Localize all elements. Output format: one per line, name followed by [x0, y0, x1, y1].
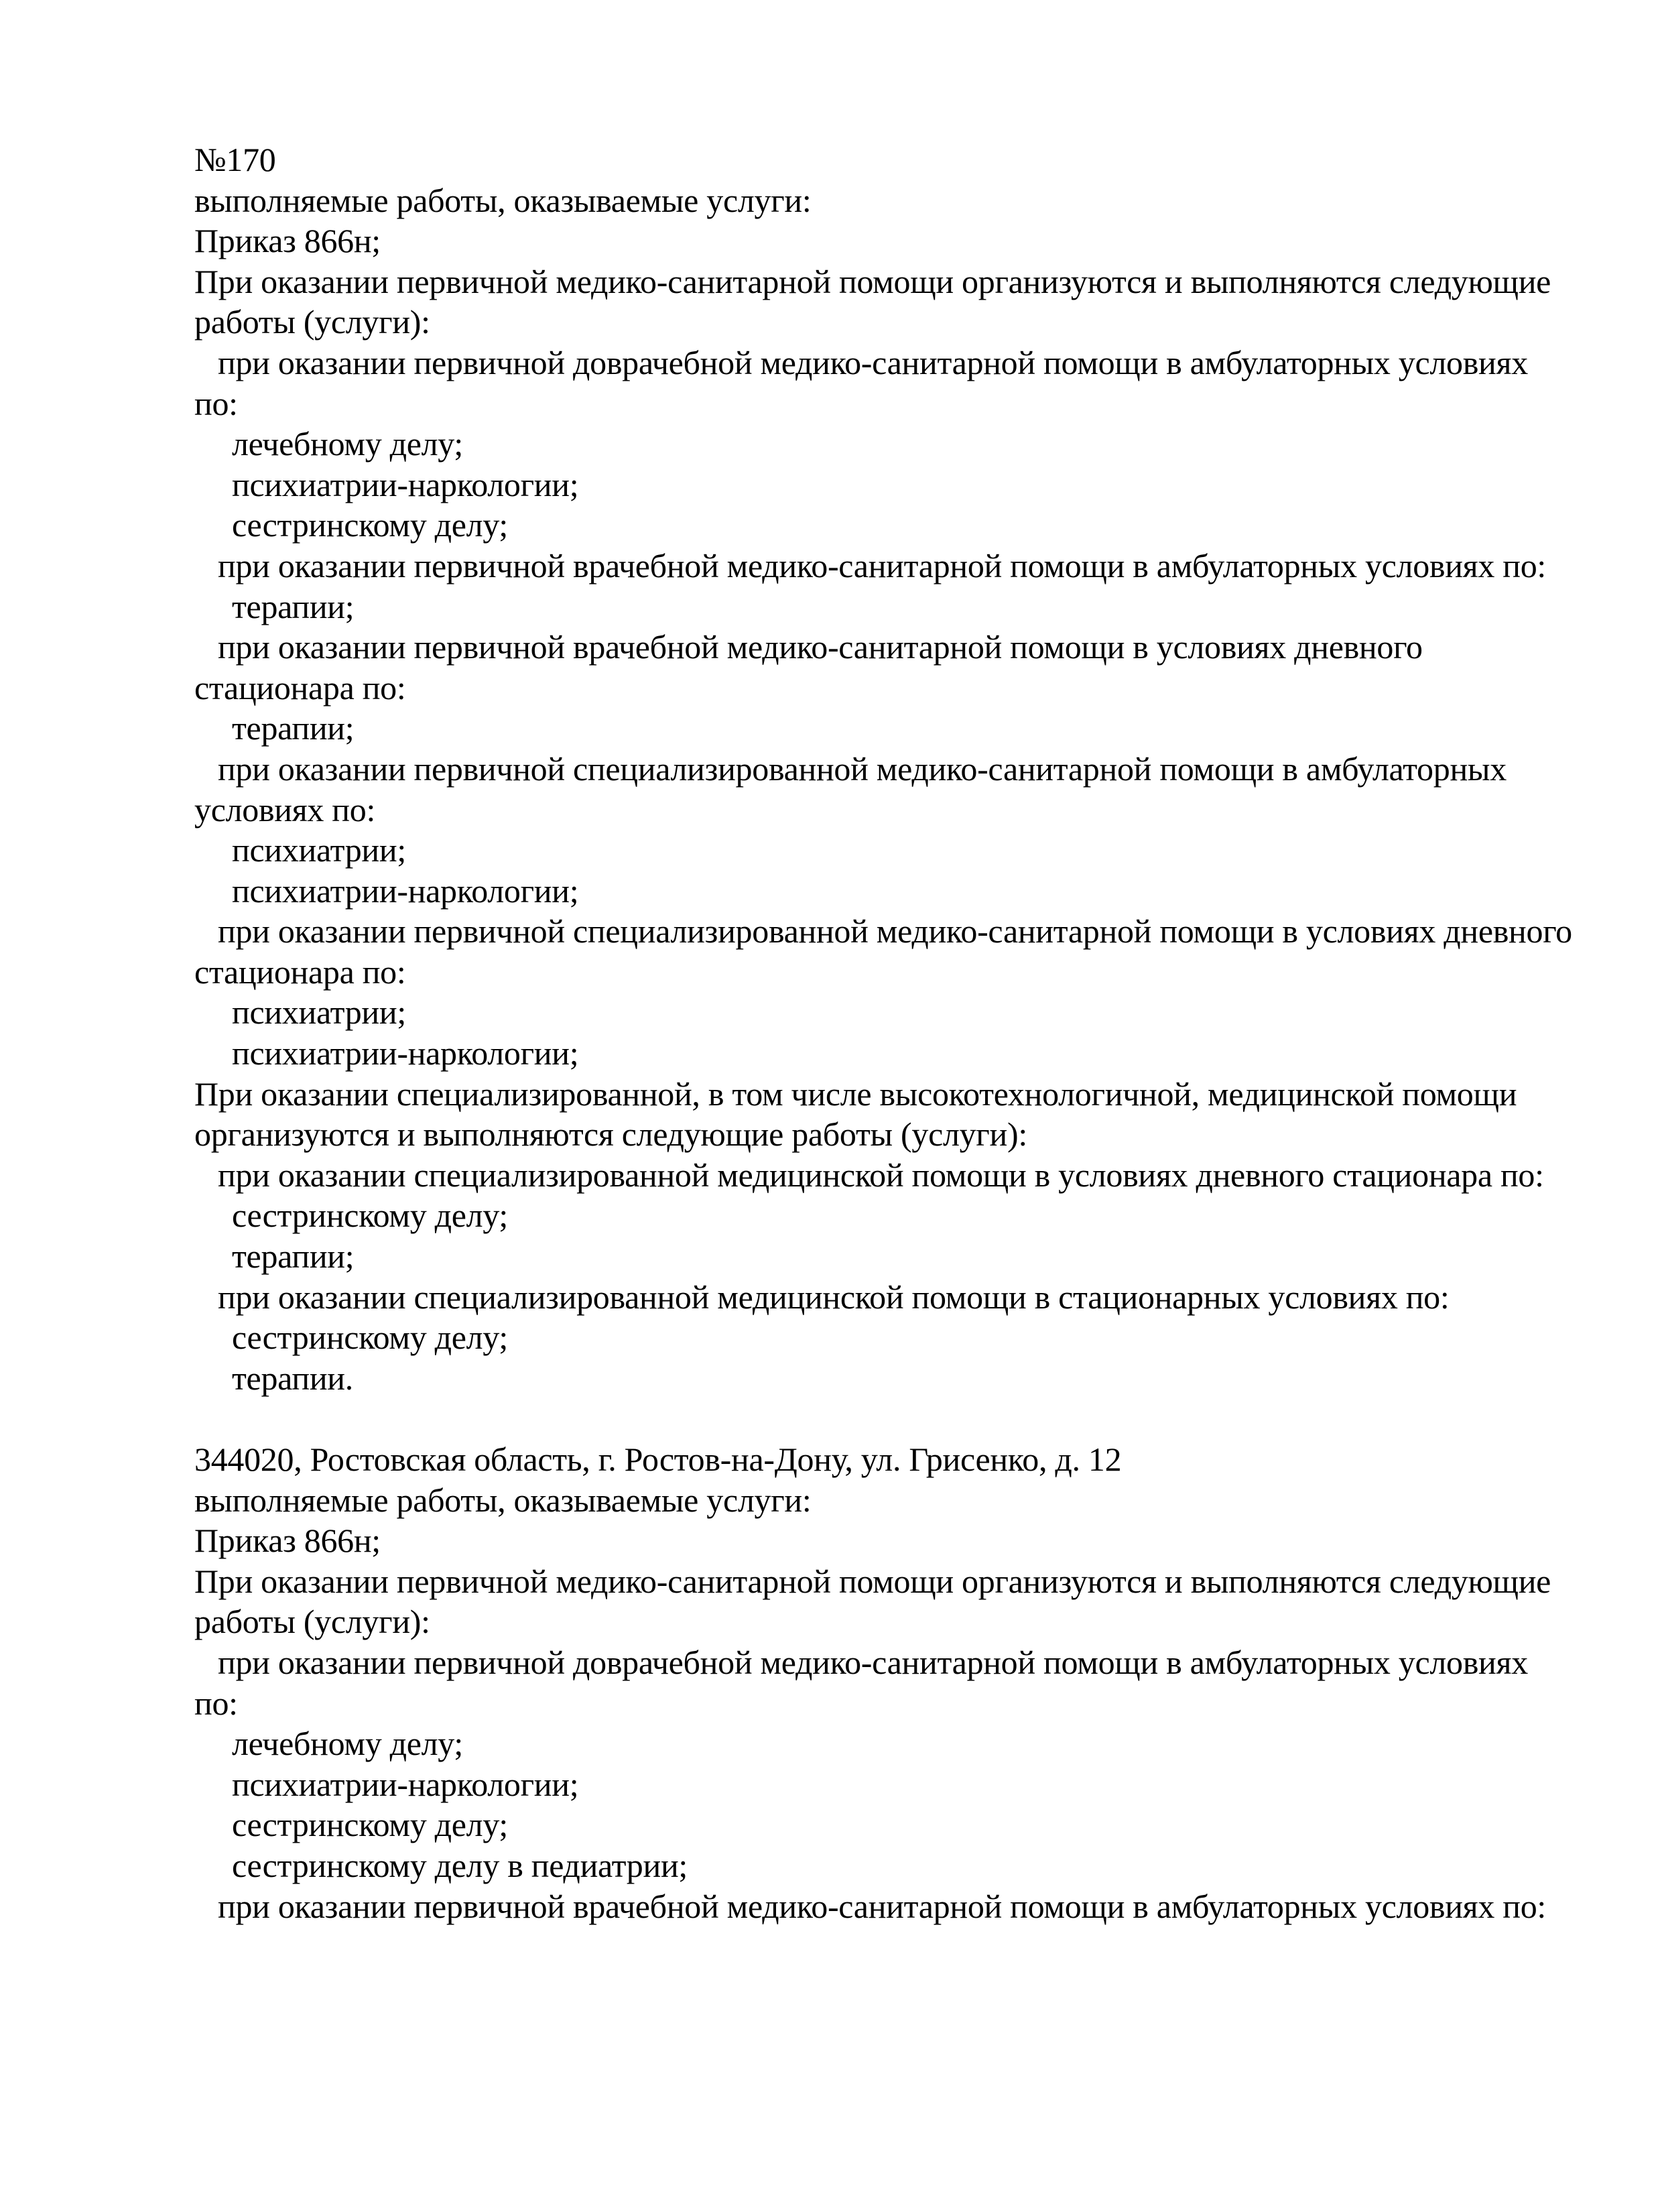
- text-line: сестринскому делу;: [232, 1196, 508, 1235]
- text-line: сестринскому делу;: [232, 506, 508, 544]
- text-line: психиатрии-наркологии;: [232, 465, 579, 503]
- text-line: 344020, Ростовская область, г. Ростов-на-Дону, ул. Грисенко, д. 12: [194, 1440, 1122, 1478]
- text-line: при оказании первичной доврачебной медико-санитарной помощи в амбулаторных условиях: [218, 343, 1528, 381]
- license-works-entry-grisenko-12: [194, 1439, 1575, 1926]
- text-line: при оказании первичной доврачебной медико-санитарной помощи в амбулаторных условиях: [218, 1643, 1528, 1681]
- text-line: лечебному делу;: [232, 1725, 463, 1763]
- text-line: психиатрии-наркологии;: [232, 1765, 579, 1803]
- text-line: при оказании первичной врачебной медико-санитарной помощи в условиях дневного: [218, 628, 1423, 666]
- text-line: психиатрии;: [232, 993, 406, 1032]
- text-line: №170: [194, 141, 276, 178]
- text-line: при оказании специализированной медицинской помощи в стационарных условиях по:: [218, 1278, 1450, 1316]
- text-line: по:: [194, 1684, 238, 1722]
- text-line: стационара по:: [194, 953, 406, 991]
- text-line: Приказ 866н;: [194, 1522, 381, 1560]
- text-line: сестринскому делу;: [232, 1806, 508, 1844]
- text-line: психиатрии;: [232, 831, 406, 869]
- text-line: психиатрии-наркологии;: [232, 871, 579, 910]
- text-line: при оказании первичной врачебной медико-санитарной помощи в амбулаторных условиях по:: [218, 546, 1547, 585]
- text-line: терапии;: [232, 1237, 355, 1276]
- text-line: При оказании специализированной, в том числе высокотехнологичной, медицинской помощи: [194, 1074, 1517, 1113]
- text-line: стационара по:: [194, 668, 406, 706]
- text-line: при оказании первичной специализированной медико-санитарной помощи в амбулаторных: [218, 749, 1507, 788]
- text-line: сестринскому делу;: [232, 1318, 508, 1357]
- text-line: при оказании первичной врачебной медико-санитарной помощи в амбулаторных условиях по:: [218, 1887, 1547, 1925]
- text-line: работы (услуги):: [194, 1603, 430, 1641]
- text-line: лечебному делу;: [232, 425, 463, 463]
- document-content: [194, 139, 1575, 1926]
- license-works-entry-170: [194, 139, 1575, 1398]
- text-line: При оказании первичной медико-санитарной помощи организуются и выполняются следующие: [194, 262, 1551, 300]
- text-line: по:: [194, 384, 238, 422]
- text-line: При оказании первичной медико-санитарной помощи организуются и выполняются следующие: [194, 1562, 1551, 1600]
- text-line: терапии.: [232, 1359, 353, 1397]
- text-line: работы (услуги):: [194, 303, 430, 341]
- text-line: выполняемые работы, оказываемые услуги:: [194, 1481, 812, 1519]
- text-line: сестринскому делу в педиатрии;: [232, 1846, 688, 1884]
- text-line: терапии;: [232, 709, 355, 747]
- text-line: терапии;: [232, 587, 355, 625]
- text-line: выполняемые работы, оказываемые услуги:: [194, 181, 812, 219]
- text-line: психиатрии-наркологии;: [232, 1034, 579, 1072]
- text-line: организуются и выполняются следующие работы (услуги):: [194, 1115, 1027, 1154]
- text-line: при оказании специализированной медицинской помощи в условиях дневного стационара по:: [218, 1156, 1544, 1194]
- text-line: Приказ 866н;: [194, 222, 381, 260]
- text-line: условиях по:: [194, 790, 376, 828]
- text-line: при оказании первичной специализированной медико-санитарной помощи в условиях дневного: [218, 912, 1572, 950]
